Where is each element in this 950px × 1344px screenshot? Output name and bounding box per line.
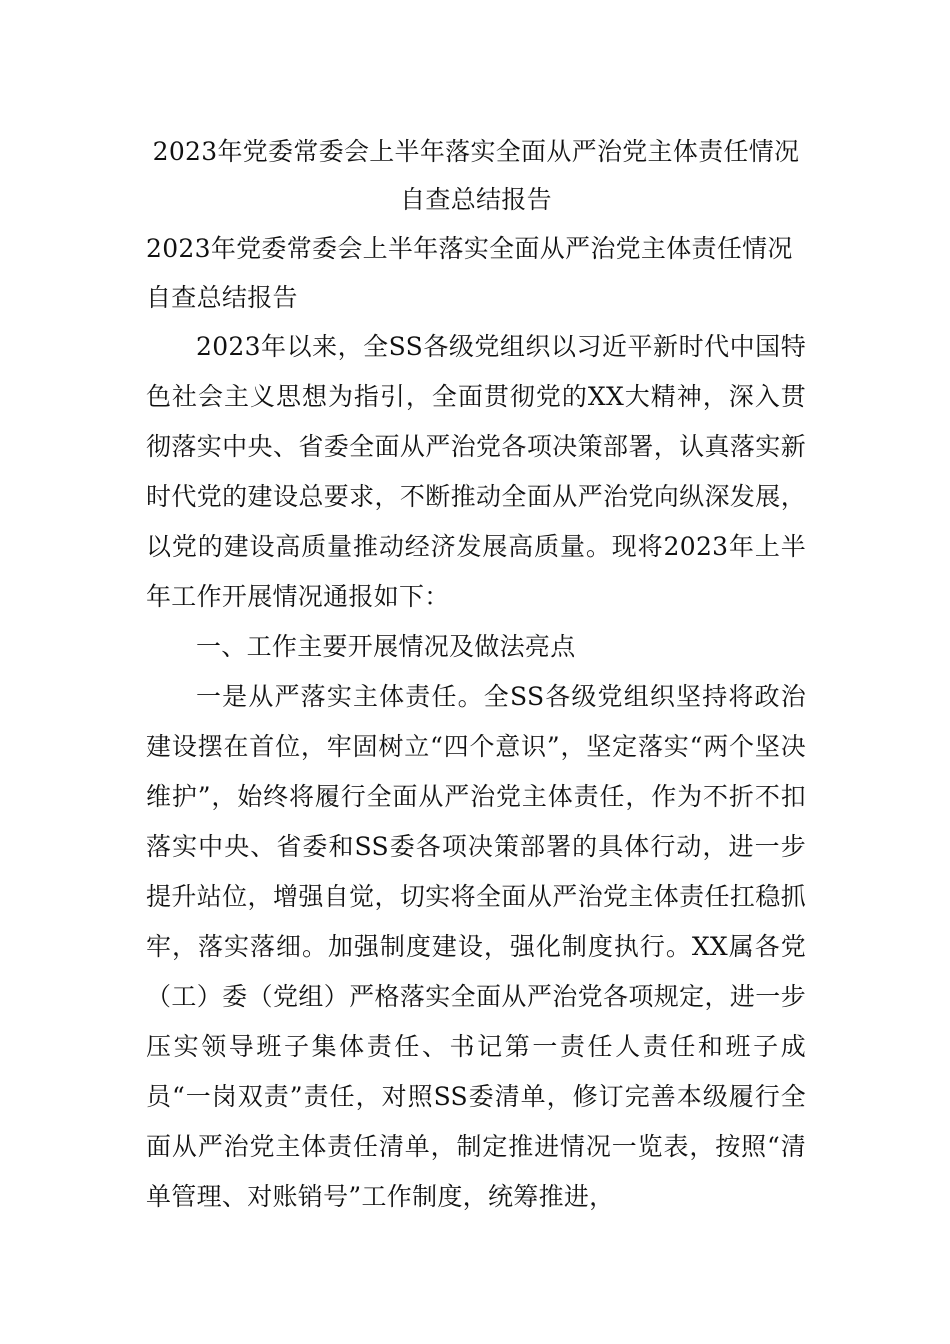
section-heading: 一、工作主要开展情况及做法亮点 bbox=[196, 632, 576, 661]
body-paragraph: 一是从严落实主体责任。全SS各级党组织坚持将政治建设摆在首位，牢固树立“四个意识”，坚定落实“两个坚决维护”，始终将履行全面从严治党主体责任，作为不折不扣落实中央、省委和SS委各项决策部署的具体行动，进一步提升站位，增强自觉，切实将全面从严治党主体责任扛稳抓牢，落实落细。加强制度建设，强化制度执行。XX属各党（工）委（党组）严格落实全面从严治党各项规定，进一步压实领导班子集体责任、书记第一责任人责任和班子成员“一岗双责”责任，对照SS委清单，修订完善本级履行全面从严治党主体责任清单，制定推进情况一览表，按照“清单管理、对账销号”工作制度，统筹推进， bbox=[146, 682, 806, 1211]
document-title: 2023年党委常委会上半年落实全面从严治党主体责任情况自查总结报告 bbox=[152, 137, 800, 214]
document-content bbox=[146, 128, 806, 1222]
intro-paragraph: 2023年以来，全SS各级党组织以习近平新时代中国特色社会主义思想为指引，全面贯彻党的XX大精神，深入贯彻落实中央、省委全面从严治党各项决策部署，认真落实新时代党的建设总要求，不断推动全面从严治党向纵深发展，以党的建设高质量推动经济发展高质量。现将2023年上半年工作开展情况通报如下： bbox=[146, 332, 806, 611]
document-subtitle: 2023年党委常委会上半年落实全面从严治党主体责任情况自查总结报告 bbox=[146, 234, 793, 312]
